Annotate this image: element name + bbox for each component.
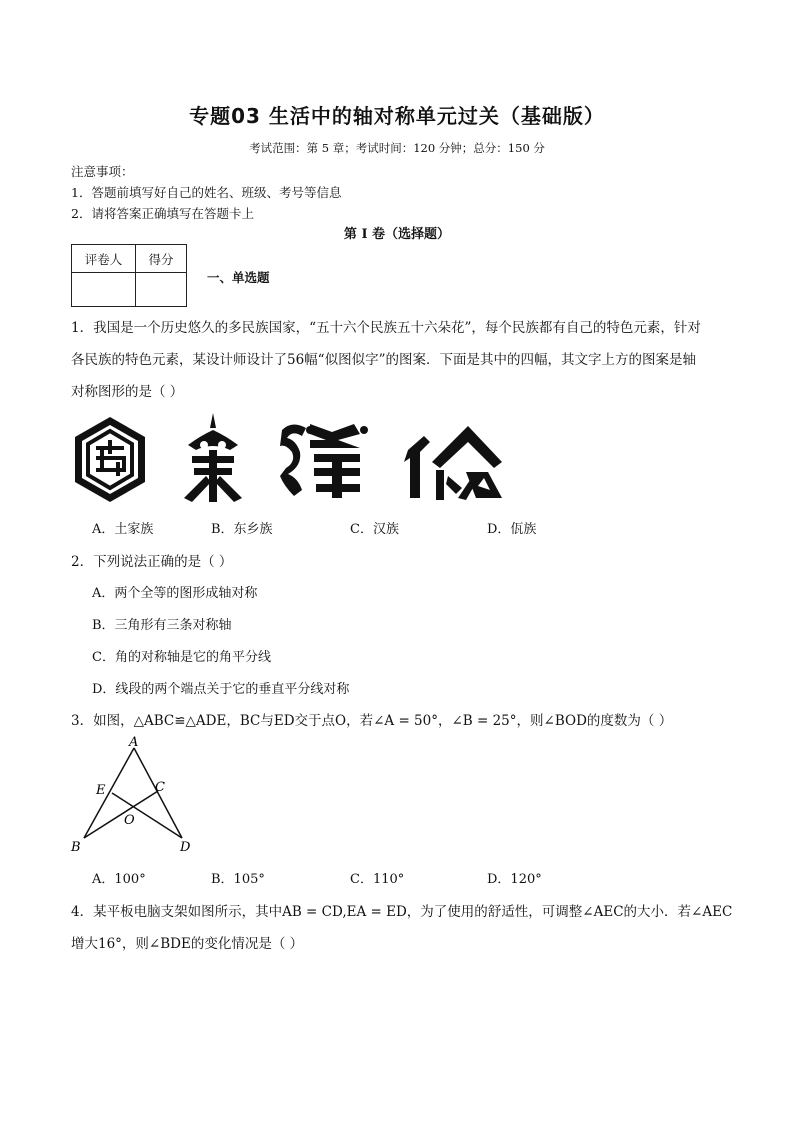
note-item: 1．答题前填写好自己的姓名、班级、考号等信息 [71,185,342,200]
q2-option-a[interactable]: A．两个全等的图形成轴对称 [92,586,258,601]
tujia-emblem-icon [75,417,145,502]
q2-option-b[interactable]: B．三角形有三条对称轴 [92,618,232,633]
label-d: D [180,840,191,855]
q2-option-c[interactable]: C．角的对称轴是它的角平分线 [92,650,271,665]
question-1-line-3: 对称图形的是（ ） [71,384,184,400]
notes-heading: 注意事项： [71,164,134,179]
wa-emblem-icon [404,426,502,500]
question-1-line-1: 1．我国是一个历史悠久的多民族国家，“五十六个民族五十六朵花”，每个民族都有自己的特色元素，针对 [71,320,701,336]
q2-option-d[interactable]: D．线段的两个端点关于它的垂直平分线对称 [92,682,350,697]
q3-option-c[interactable]: C．110° [350,872,405,887]
han-emblem-icon [280,424,368,498]
score-header-grader: 评卷人 [72,245,136,273]
label-e: E [96,783,106,798]
label-o: O [124,813,135,828]
exam-info: 考试范围：第 5 章；考试时间：120 分钟；总分：150 分 [249,141,545,155]
q1-option-b[interactable]: B．东乡族 [211,522,273,537]
section-title: 第 I 卷（选择题） [343,227,451,242]
label-a: A [129,735,139,750]
score-table [71,244,187,307]
note-item: 2．请将答案正确填写在答题卡上 [71,206,254,221]
question-3-figure [66,733,206,855]
dongxiang-emblem-icon [184,413,242,502]
question-4-line-2: 增大16°，则∠BDE的变化情况是（ ） [71,936,304,952]
q3-option-b[interactable]: B．105° [211,872,265,887]
label-b: B [71,840,81,855]
score-header-score: 得分 [136,245,187,273]
q1-option-d[interactable]: D．佤族 [487,522,537,537]
q1-option-c[interactable]: C．汉族 [350,522,399,537]
question-1-line-2: 各民族的特色元素，某设计师设计了56幅“似图似字”的图案．下面是其中的四幅，其文字上方的图案是轴 [71,352,696,368]
question-2-stem: 2．下列说法正确的是（ ） [71,554,233,570]
page-title: 专题03 生活中的轴对称单元过关（基础版） [189,104,605,128]
grader-cell[interactable] [72,273,136,307]
q1-option-a[interactable]: A．土家族 [92,522,154,537]
question-4-line-1: 4．某平板电脑支架如图所示，其中AB = CD,EA = ED，为了使用的舒适性，可调整∠AEC的大小．若∠AEC [71,904,733,920]
part-heading: 一、单选题 [207,270,270,285]
score-cell[interactable] [136,273,187,307]
q3-option-a[interactable]: A．100° [92,872,146,887]
label-c: C [155,780,165,795]
question-3-stem: 3．如图，△ABC≌△ADE，BC与ED交于点O，若∠A = 50°，∠B = 25°，则∠BOD的度数为（ ） [71,713,673,729]
question-1-figures [70,410,510,510]
q3-option-d[interactable]: D．120° [487,872,542,887]
